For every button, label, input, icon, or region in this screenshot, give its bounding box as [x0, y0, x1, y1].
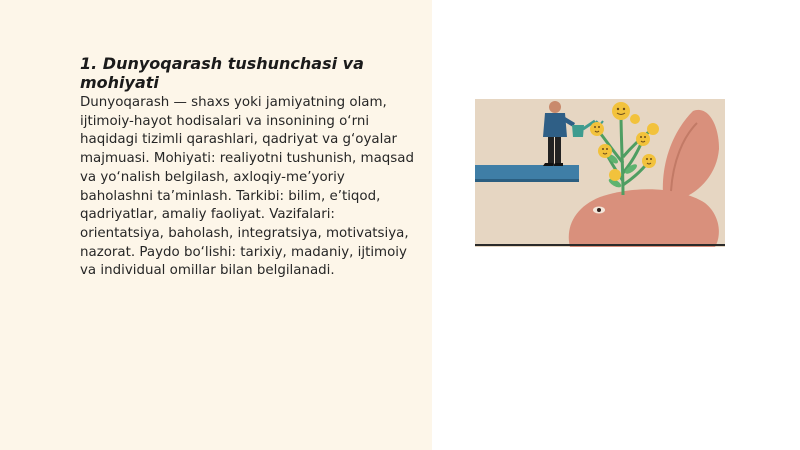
head-garden-illustration — [475, 99, 725, 247]
slide-body-text: Dunyoqarash — shaxs yoki jamiyatning olam, ijtimoiy-hayot hodisalari va insonining o‘rni haqidagi tizimli qarashlari, qadriyat va g‘oyalar majmuasi. Mohiyati: realiyotni tushunish, maqsad va yo‘nalish belgilash, axloqiy-me’yoriy baholashni ta’minlash. Tarkibi: bilim, e’tiqod, qadriyatlar, amaliy faoliyat. Vazifalari: orientatsiya, baholash, integratsiya, motivatsiya, nazorat. Paydo bo‘lishi: tarixiy, madaniy, ijtimoiy va individual omillar bilan belgilanadi. — [80, 95, 414, 279]
slide-title: 1. Dunyoqarash tushunchasi va mohiyati — [80, 54, 364, 92]
